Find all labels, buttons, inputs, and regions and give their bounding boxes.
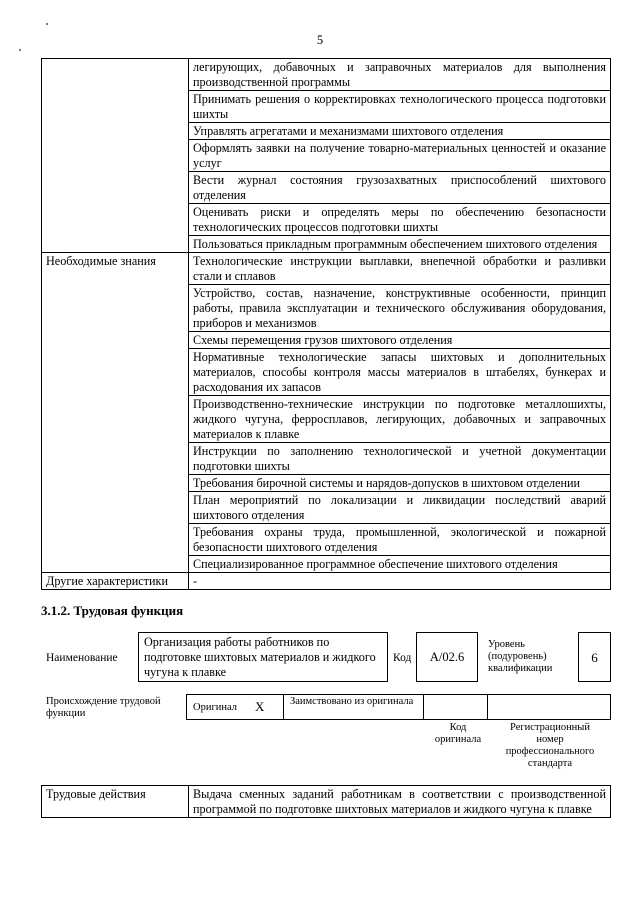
level-value-box bbox=[578, 632, 611, 682]
code-value-box bbox=[416, 632, 478, 682]
table-row bbox=[42, 786, 611, 818]
code-label: Код bbox=[393, 652, 412, 664]
knowledge-label: Необходимые знания bbox=[42, 253, 189, 573]
scan-speck bbox=[19, 49, 21, 51]
origin-code-box bbox=[423, 694, 488, 720]
origin-reg-caption: Регистрационный номер профессионального стандарта bbox=[505, 722, 595, 769]
knowledge-item: Нормативные технологические запасы шихтовых и дополнительных материалов, способы контроля массы материалов в штабелях, бункерах и расходования их запасов bbox=[189, 349, 611, 396]
table-row bbox=[42, 59, 611, 91]
table-row bbox=[42, 253, 611, 285]
level-label: Уровень (подуровень) квалификации bbox=[488, 639, 553, 674]
origin-label: Происхождение трудовой функции bbox=[46, 696, 161, 719]
knowledge-item: Технологические инструкции выплавки, внепечной обработки и разливки стали и сплавов bbox=[189, 253, 611, 285]
skill-item: Управлять агрегатами и механизмами шихтового отделения bbox=[189, 123, 611, 140]
knowledge-item: Специализированное программное обеспечение шихтового отделения bbox=[189, 556, 611, 573]
knowledge-item: План мероприятий по локализации и ликвидации последствий аварий шихтового отделения bbox=[189, 492, 611, 524]
skills-knowledge-table bbox=[41, 58, 611, 590]
other-characteristics-label: Другие характеристики bbox=[42, 573, 189, 590]
origin-original-mark: X bbox=[255, 699, 265, 714]
skill-item: Вести журнал состояния грузозахватных приспособлений шихтового отделения bbox=[189, 172, 611, 204]
scan-speck bbox=[46, 23, 48, 25]
origin-code-caption: Код оригинала bbox=[434, 722, 482, 745]
origin-borrowed-label: Заимствовано из оригинала bbox=[290, 696, 414, 707]
knowledge-item: Требования охраны труда, промышленной, экологической и пожарной безопасности шихтового отделения bbox=[189, 524, 611, 556]
name-label: Наименование bbox=[46, 652, 118, 664]
knowledge-item: Требования бирочной системы и нарядов-допусков в шихтовом отделении bbox=[189, 475, 611, 492]
skill-item: легирующих, добавочных и заправочных материалов для выполнения производственной программы bbox=[189, 59, 611, 91]
section-title: 3.1.2. Трудовая функция bbox=[41, 603, 184, 618]
knowledge-item: Инструкции по заполнению технологической и учетной документации подготовки шихты bbox=[189, 443, 611, 475]
origin-reg-box bbox=[487, 694, 611, 720]
labor-actions-table bbox=[41, 785, 611, 818]
knowledge-item: Схемы перемещения грузов шихтового отделения bbox=[189, 332, 611, 349]
skill-item: Пользоваться прикладным программным обеспечением шихтового отделения bbox=[189, 236, 611, 253]
knowledge-item: Производственно-технические инструкции по подготовке металлошихты, жидкого чугуна, ферросплавов, легирующих, добавочных и заправочных материалов к плавке bbox=[189, 396, 611, 443]
code-value: А/02.6 bbox=[429, 650, 465, 664]
origin-original-label: Оригинал bbox=[193, 702, 237, 713]
skill-item: Принимать решения о корректировках технологического процесса подготовки шихты bbox=[189, 91, 611, 123]
other-characteristics-value: - bbox=[189, 573, 611, 590]
labor-actions-label: Трудовые действия bbox=[42, 786, 189, 818]
skill-item: Оформлять заявки на получение товарно-материальных ценностей и оказание услуг bbox=[189, 140, 611, 172]
name-value-box bbox=[138, 632, 388, 682]
knowledge-item: Устройство, состав, назначение, конструктивные особенности, принцип работы, правила эксплуатации и технического обслуживания оборудования, приборов и механизмов bbox=[189, 285, 611, 332]
level-value: 6 bbox=[591, 650, 598, 665]
name-value: Организация работы работников по подготовке шихтовых материалов и жидкого чугуна к плавке bbox=[144, 635, 376, 679]
skill-item: Оценивать риски и определять меры по обеспечению безопасности технологических процессов подготовки шихты bbox=[189, 204, 611, 236]
page-number: 5 bbox=[316, 33, 324, 47]
skills-label-cell bbox=[42, 59, 189, 253]
table-row bbox=[42, 573, 611, 590]
labor-actions-text: Выдача сменных заданий работникам в соответствии с производственной программой по подготовке шихтовых материалов и жидкого чугуна к плавке bbox=[189, 786, 611, 818]
